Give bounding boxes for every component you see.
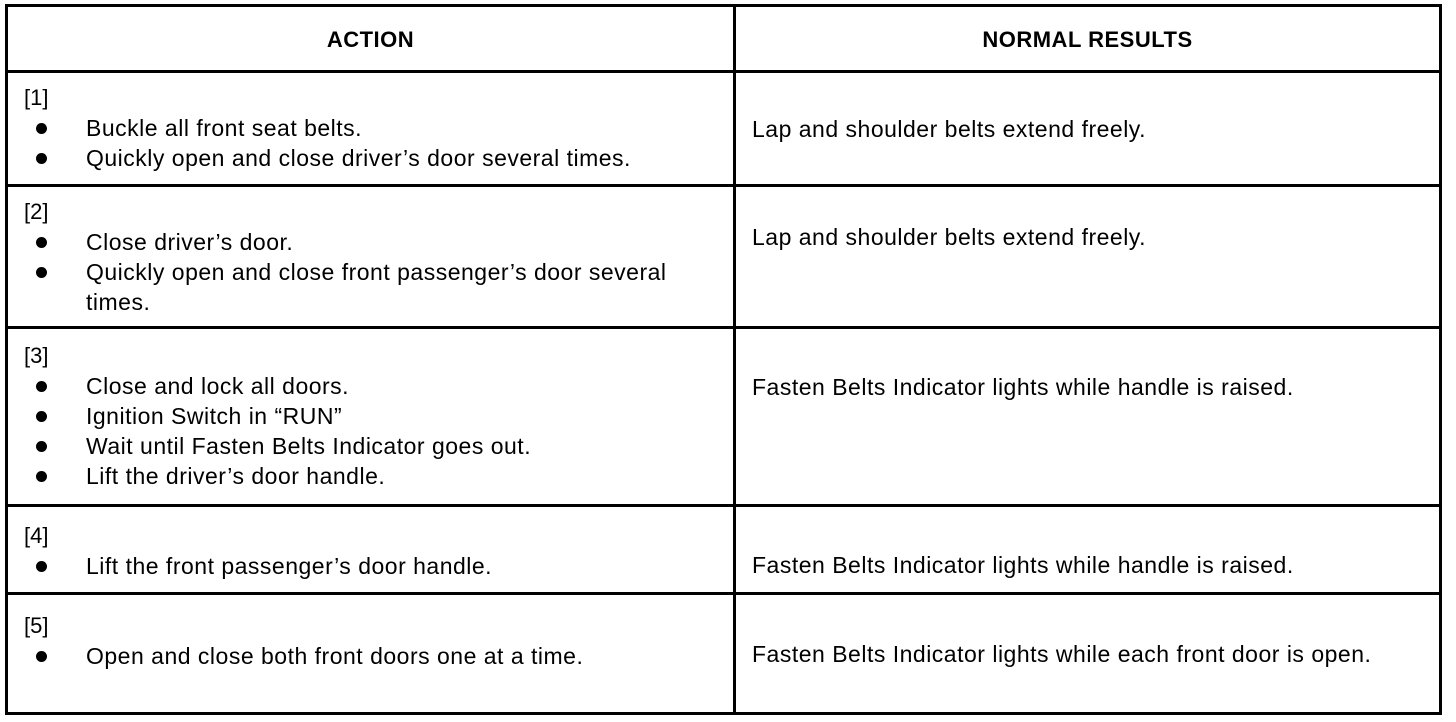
list-item: Close and lock all doors. — [30, 371, 733, 401]
result-text: Fasten Belts Indicator lights while each front door is open. — [752, 641, 1372, 667]
procedure-table — [5, 4, 1442, 715]
action-list — [30, 371, 733, 491]
bullet-icon — [36, 441, 47, 452]
result-cell — [736, 329, 1439, 504]
bullet-icon — [36, 123, 47, 134]
bullet-icon — [36, 651, 47, 662]
action-list — [30, 551, 733, 581]
result-cell — [736, 73, 1439, 184]
action-header: ACTION — [326, 27, 415, 52]
action-cell — [8, 595, 733, 712]
result-text: Lap and shoulder belts extend freely. — [752, 224, 1146, 250]
table-row — [8, 595, 1439, 712]
action-cell — [8, 329, 733, 504]
bullet-icon — [36, 561, 47, 572]
step-number: [5] — [24, 613, 49, 638]
step-number: [3] — [24, 343, 49, 368]
list-item: Quickly open and close driver’s door several times. — [30, 143, 733, 173]
result-cell — [736, 595, 1439, 712]
result-text: Fasten Belts Indicator lights while handle is raised. — [752, 552, 1294, 578]
step-number: [1] — [24, 85, 49, 110]
bullet-icon — [36, 237, 47, 248]
bullet-icon — [36, 267, 47, 278]
results-header: NORMAL RESULTS — [982, 27, 1193, 52]
list-item: Close driver’s door. — [30, 227, 693, 257]
action-header-cell — [8, 7, 733, 70]
bullet-icon — [36, 153, 47, 164]
list-item: Wait until Fasten Belts Indicator goes out. — [30, 431, 733, 461]
list-item: Lift the front passenger’s door handle. — [30, 551, 733, 581]
table-header-row — [8, 7, 1439, 73]
list-item: Ignition Switch in “RUN” — [30, 401, 733, 431]
action-cell — [8, 187, 733, 326]
action-list — [30, 641, 733, 671]
list-item: Buckle all front seat belts. — [30, 113, 733, 143]
result-cell — [736, 187, 1439, 326]
step-number: [2] — [24, 199, 49, 224]
bullet-icon — [36, 381, 47, 392]
table-row — [8, 187, 1439, 329]
action-list — [30, 113, 733, 173]
bullet-icon — [36, 471, 47, 482]
table-row — [8, 73, 1439, 187]
step-number: [4] — [24, 523, 49, 548]
action-list — [30, 227, 693, 317]
bullet-icon — [36, 411, 47, 422]
list-item: Open and close both front doors one at a time. — [30, 641, 733, 671]
action-cell — [8, 507, 733, 592]
list-item: Lift the driver’s door handle. — [30, 461, 733, 491]
result-text: Fasten Belts Indicator lights while handle is raised. — [752, 374, 1294, 400]
result-cell — [736, 507, 1439, 592]
table-row — [8, 507, 1439, 595]
action-cell — [8, 73, 733, 184]
table-row — [8, 329, 1439, 507]
result-text: Lap and shoulder belts extend freely. — [752, 116, 1146, 142]
results-header-cell — [736, 7, 1439, 70]
list-item: Quickly open and close front passenger’s door several times. — [30, 257, 693, 317]
